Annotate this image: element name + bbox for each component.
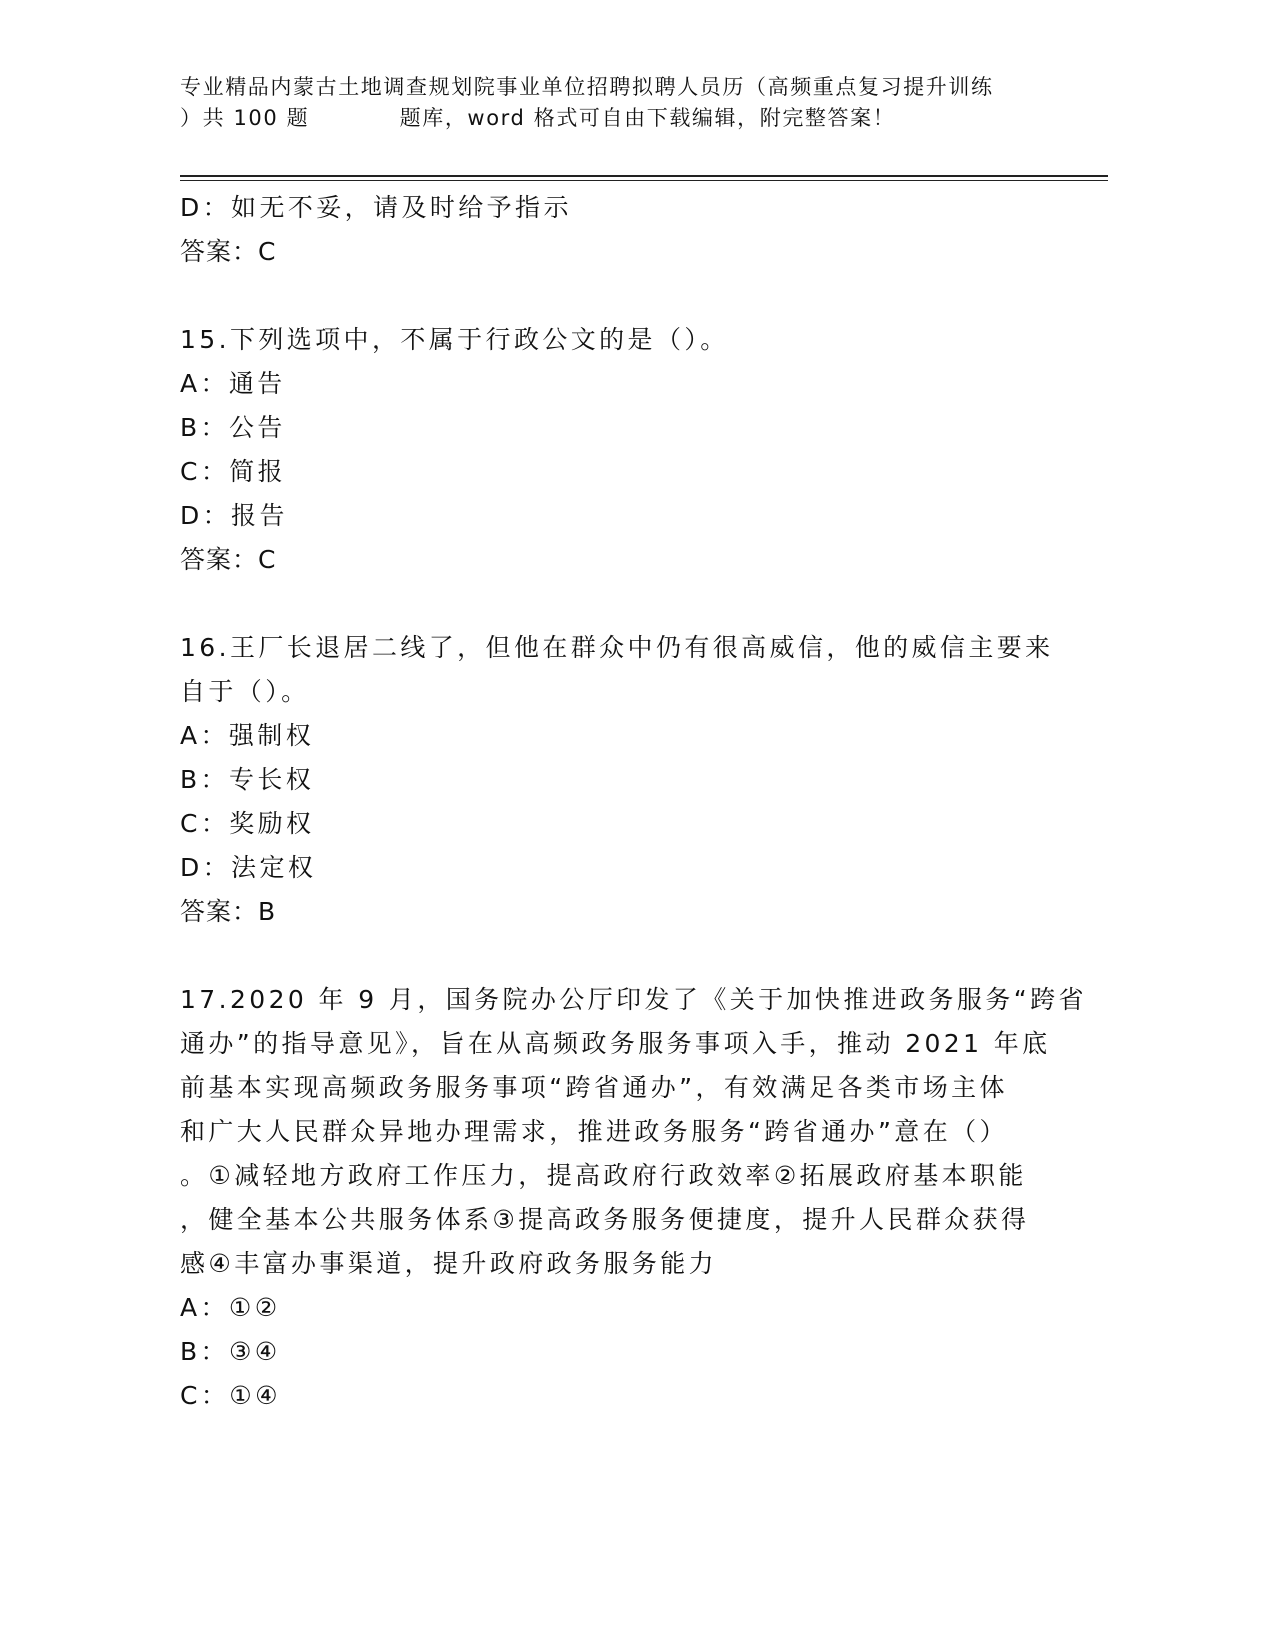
answer: 答案：C — [180, 237, 277, 266]
question-15-stem: 15.下列选项中，不属于行政公文的是（）。 — [180, 325, 729, 354]
question-17-stem-line-7: 感④丰富办事渠道，提升政府政务服务能力 — [180, 1249, 718, 1278]
header-line-2: ）共 100 题 题库，word 格式可自由下载编辑，附完整答案！ — [180, 106, 896, 130]
question-16-stem-line-1: 16.王厂长退居二线了，但他在群众中仍有很高威信，他的威信主要来 — [180, 633, 1054, 662]
question-17-stem-line-3: 前基本实现高频政务服务事项“跨省通办”，有效满足各类市场主体 — [180, 1073, 1008, 1102]
option-d: D：报告 — [180, 501, 288, 530]
header-divider-thick — [180, 175, 1108, 177]
option-b: B：③④ — [180, 1337, 281, 1366]
option-c: C：奖励权 — [180, 809, 315, 838]
option-d: D：如无不妥，请及时给予指示 — [180, 193, 572, 222]
option-c: C：①④ — [180, 1381, 281, 1410]
question-16-stem-line-2: 自于（）。 — [180, 677, 310, 706]
header-divider-thin — [180, 180, 1108, 181]
answer: 答案：B — [180, 897, 277, 926]
question-17-stem-line-2: 通办”的指导意见》，旨在从高频政务服务事项入手，推动 2021 年底 — [180, 1029, 1051, 1058]
option-a: A：强制权 — [180, 721, 315, 750]
question-list — [180, 186, 1110, 1418]
spacer — [180, 274, 1110, 318]
option-a: A：①② — [180, 1293, 281, 1322]
question-17-stem-line-4: 和广大人民群众异地办理需求，推进政务服务“跨省通办”意在（） — [180, 1117, 1008, 1146]
question-17-stem-line-1: 17.2020 年 9 月，国务院办公厅印发了《关于加快推进政务服务“跨省 — [180, 985, 1087, 1014]
answer: 答案：C — [180, 545, 277, 574]
header-line-1: 专业精品内蒙古土地调查规划院事业单位招聘拟聘人员历（高频重点复习提升训练 — [180, 75, 994, 99]
spacer — [180, 934, 1110, 978]
option-b: B：公告 — [180, 413, 286, 442]
option-c: C：简报 — [180, 457, 287, 486]
spacer — [180, 582, 1110, 626]
option-a: A：通告 — [180, 369, 286, 398]
question-17-stem-line-5: 。①减轻地方政府工作压力，提高政府行政效率②拓展政府基本职能 — [180, 1161, 1027, 1190]
option-d: D：法定权 — [180, 853, 317, 882]
document-header — [180, 72, 1110, 134]
option-b: B：专长权 — [180, 765, 315, 794]
question-17-stem-line-6: ，健全基本公共服务体系③提高政务服务便捷度，提升人民群众获得 — [180, 1205, 1030, 1234]
